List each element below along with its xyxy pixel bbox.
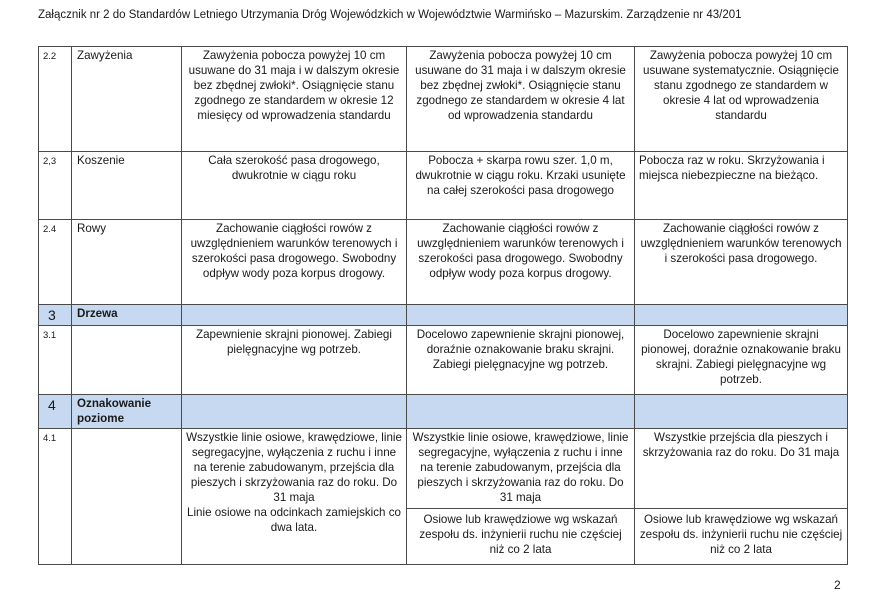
standard-cell: Pobocza + skarpa rowu szer. 1,0 m, dwukrotnie w ciągu roku. Krzaki usunięte na całej szerokości pasa drogowego (407, 152, 635, 220)
table-row (39, 429, 848, 565)
row-number: 3.1 (39, 326, 72, 395)
section-row (39, 305, 848, 326)
standard-text: Linie osiowe na odcinkach zamiejskich co dwa lata. (187, 506, 401, 534)
standard-cell (182, 429, 407, 565)
row-name: Koszenie (72, 152, 182, 220)
standard-cell: Zapewnienie skrajni pionowej. Zabiegi pielęgnacyjne wg potrzeb. (182, 326, 407, 395)
standard-cell: Zawyżenia pobocza powyżej 10 cm usuwane do 31 maja i w dalszym okresie bez zbędnej zwłoki*. Osiągnięcie stanu zgodnego ze standardem w okresie 4 lat od wprowadzenia standardu (407, 47, 635, 152)
table-row (39, 152, 848, 220)
row-number: 4.1 (39, 429, 72, 565)
standard-text: Osiowe lub krawędziowe wg wskazań zespołu ds. inżynierii ruchu nie częściej niż co 2 lata (407, 508, 634, 557)
standards-table (38, 46, 848, 565)
standard-cell: Cała szerokość pasa drogowego, dwukrotnie w ciągu roku (182, 152, 407, 220)
row-number: 2.2 (39, 47, 72, 152)
row-name (72, 326, 182, 395)
row-name: Zawyżenia (72, 47, 182, 152)
row-number: 2,3 (39, 152, 72, 220)
standard-cell (635, 429, 848, 565)
row-name: Rowy (72, 220, 182, 305)
standard-cell: Zawyżenia pobocza powyżej 10 cm usuwane systematycznie. Osiągnięcie stanu zgodnego ze standardem w okresie 4 lat od wprowadzenia standardu (635, 47, 848, 152)
page-header: Załącznik nr 2 do Standardów Letniego Utrzymania Dróg Wojewódzkich w Województwie Warmińsko – Mazurskim. Zarządzenie nr 43/201 (38, 9, 742, 21)
standard-cell: Zachowanie ciągłości rowów z uwzględnieniem warunków terenowych i szerokości pasa drogowego. Swobodny odpływ wody poza korpus drogowy. (407, 220, 635, 305)
section-number: 4 (39, 395, 72, 429)
standard-text: Wszystkie linie osiowe, krawędziowe, linie segregacyjne, wyłączenia z ruchu i inne na terenie zabudowanym, przejścia dla pieszych i skrzyżowania raz do roku. Do 31 maja (186, 431, 402, 504)
row-name (72, 429, 182, 565)
standard-cell: Zachowanie ciągłości rowów z uwzględnieniem warunków terenowych i szerokości pasa drogowego. Swobodny odpływ wody poza korpus drogowy. (182, 220, 407, 305)
standard-cell: Docelowo zapewnienie skrajni pionowej, doraźnie oznakowanie braku skrajni. Zabiegi pielęgnacyjne wg potrzeb. (635, 326, 848, 395)
standard-cell: Pobocza raz w roku. Skrzyżowania i miejsca niebezpieczne na bieżąco. (635, 152, 848, 220)
standard-cell: Zachowanie ciągłości rowów z uwzględnieniem warunków terenowych i szerokości pasa drogowego. (635, 220, 848, 305)
standard-cell (407, 429, 635, 565)
section-row (39, 395, 848, 429)
section-title: Drzewa (72, 305, 182, 326)
standard-text: Wszystkie linie osiowe, krawędziowe, linie segregacyjne, wyłączenia z ruchu i inne na terenie zabudowanym, przejścia dla pieszych i skrzyżowania raz do roku. Do 31 maja (412, 431, 629, 504)
standard-cell: Docelowo zapewnienie skrajni pionowej, doraźnie oznakowanie braku skrajni. Zabiegi pielęgnacyjne wg potrzeb. (407, 326, 635, 395)
standard-cell: Zawyżenia pobocza powyżej 10 cm usuwane do 31 maja i w dalszym okresie bez zbędnej zwłoki*. Osiągnięcie stanu zgodnego ze standardem w okresie 12 miesięcy od wprowadzenia standardu (182, 47, 407, 152)
standard-text: Osiowe lub krawędziowe wg wskazań zespołu ds. inżynierii ruchu nie częściej niż co 2 lata (635, 508, 847, 557)
table-row (39, 326, 848, 395)
standard-text: Wszystkie przejścia dla pieszych i skrzyżowania raz do roku. Do 31 maja (642, 431, 840, 459)
section-number: 3 (39, 305, 72, 326)
row-number: 2.4 (39, 220, 72, 305)
section-title: Oznakowanie poziome (72, 395, 182, 429)
page-number: 2 (834, 578, 841, 592)
table-row (39, 220, 848, 305)
table-row (39, 47, 848, 152)
